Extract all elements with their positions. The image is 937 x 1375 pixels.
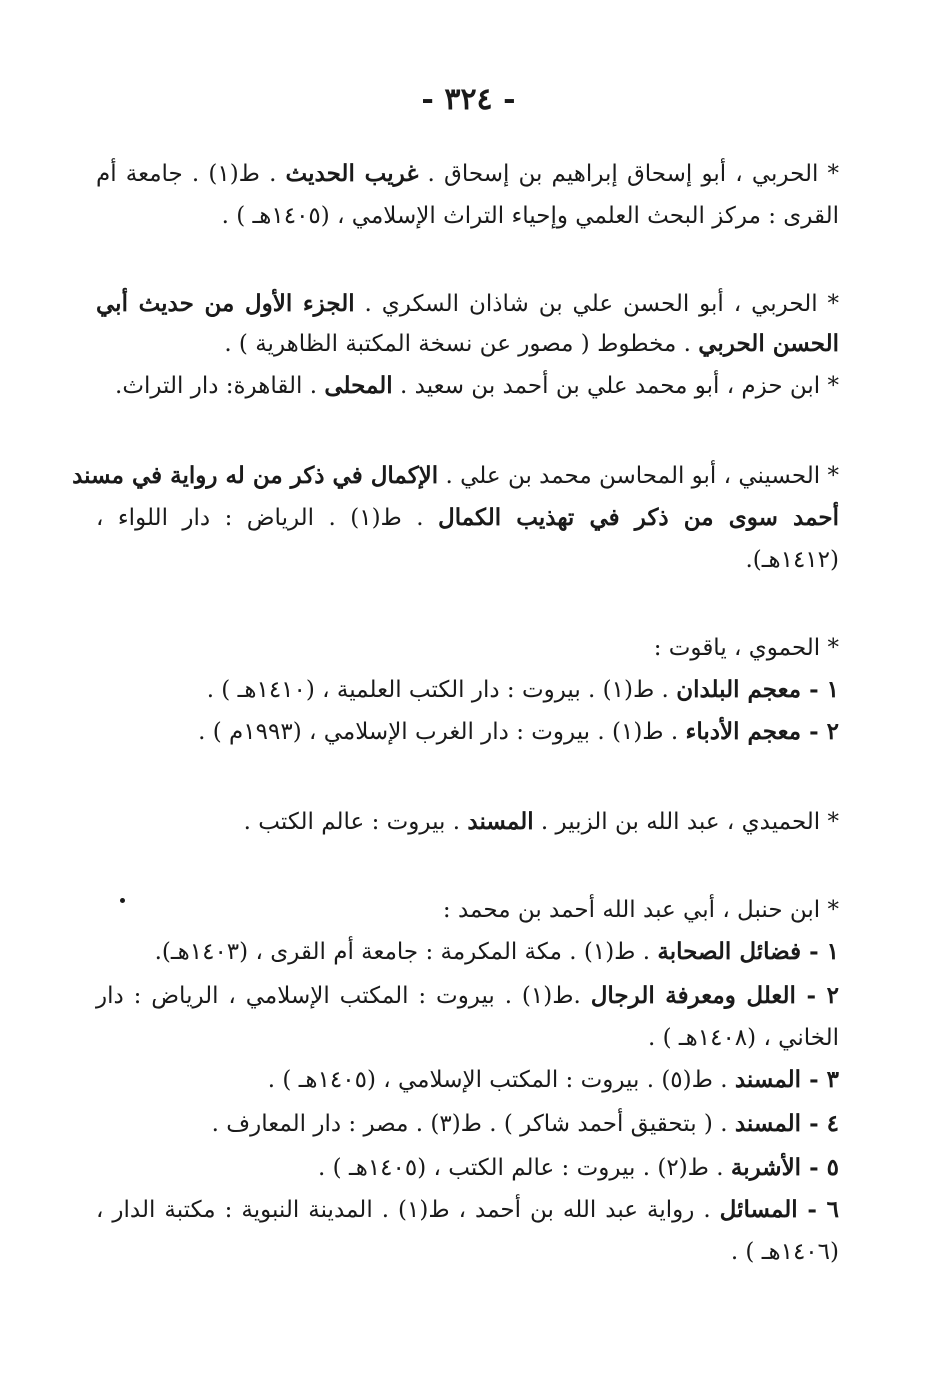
book-title: أحمد سوى من ذكر في تهذيب الكمال [438, 504, 839, 531]
entry-ibn-hazm: * ابن حزم ، أبو محمد علي بن أحمد بن سعيد . المحلى . القاهرة: دار التراث. [115, 372, 839, 399]
book-title: ٦ - المسائل [719, 1196, 839, 1223]
entry-ibn-hanbal-item-1: ١ - فضائل الصحابة . ط(١) . مكة المكرمة : جامعة أم القرى ، (١٤٠٣هـ). [154, 938, 839, 965]
entry-harbi-ishaq-line-2: القرى : مركز البحث العلمي وإحياء التراث الإسلامي ، (١٤٠٥هـ ) . [221, 203, 839, 229]
page-number: - ٣٢٤ - [421, 82, 516, 117]
book-title: ٣ - المسند [734, 1066, 839, 1093]
entry-humaidi: * الحميدي ، عبد الله بن الزبير . المسند . بيروت : عالم الكتب . [243, 808, 839, 835]
entry-ibn-hanbal-item-2-line-1: ٢ - العلل ومعرفة الرجال .ط(١) . بيروت : المكتب الإسلامي ، الرياض : دار [96, 982, 839, 1009]
book-title: غريب الحديث [285, 160, 419, 187]
book-title: الجزء الأول من حديث أبي [96, 290, 355, 317]
book-title: الحسن الحربي [698, 330, 839, 357]
entry-harbi-ishaq-line-1: * الحربي ، أبو إسحاق إبراهيم بن إسحاق . غريب الحديث . ط(١) . جامعة أم [96, 160, 839, 187]
entry-ibn-hanbal-head: * ابن حنبل ، أبي عبد الله أحمد بن محمد : [442, 897, 839, 923]
entry-harbi-hasan-line-1: * الحربي ، أبو الحسن علي بن شاذان السكري . الجزء الأول من حديث أبي [96, 290, 840, 317]
entry-ibn-hanbal-item-6-line-2: (١٤٠٦هـ ) . [730, 1239, 839, 1265]
book-title: ٢ - معجم الأدباء [685, 718, 839, 745]
book-title: ٥ - الأشربة [730, 1154, 839, 1181]
entry-husaini-line-1: * الحسيني ، أبو المحاسن محمد بن علي . الإكمال في ذكر من له رواية في مسند [72, 462, 839, 489]
entry-ibn-hanbal-item-4: ٤ - المسند . ( بتحقيق أحمد شاكر ) . ط(٣) . مصر : دار المعارف . [211, 1110, 839, 1137]
book-title: ١ - معجم البلدان [676, 676, 839, 703]
book-title: الإكمال في ذكر من له رواية في مسند [72, 462, 439, 489]
book-title: ٢ - العلل ومعرفة الرجال [590, 982, 839, 1009]
entry-ibn-hanbal-item-3: ٣ - المسند . ط(٥) . بيروت : المكتب الإسلامي ، (١٤٠٥هـ ) . [267, 1066, 839, 1093]
entry-ibn-hanbal-item-2-line-2: الخاني ، (١٤٠٨هـ ) . [647, 1025, 839, 1051]
stray-mark [120, 898, 125, 903]
entry-husaini-line-2: أحمد سوى من ذكر في تهذيب الكمال . ط(١) . الرياض : دار اللواء ، [96, 504, 839, 531]
book-title: ١ - فضائل الصحابة [657, 938, 839, 965]
book-title: المحلى [324, 372, 393, 399]
entry-husaini-line-3: (١٤١٢هـ). [745, 547, 839, 573]
book-title: ٤ - المسند [734, 1110, 839, 1137]
entry-hamawi-head: * الحموي ، ياقوت : [653, 635, 839, 661]
entry-ibn-hanbal-item-6-line-1: ٦ - المسائل . رواية عبد الله بن أحمد ، ط(١) . المدينة النبوية : مكتبة الدار ، [96, 1196, 839, 1223]
entry-hamawi-item-2: ٢ - معجم الأدباء . ط(١) . بيروت : دار الغرب الإسلامي ، (١٩٩٣م ) . [198, 718, 839, 745]
entry-ibn-hanbal-item-5: ٥ - الأشربة . ط(٢) . بيروت : عالم الكتب ، (١٤٠٥هـ ) . [318, 1154, 839, 1181]
entry-hamawi-item-1: ١ - معجم البلدان . ط(١) . بيروت : دار الكتب العلمية ، (١٤١٠هـ ) . [206, 676, 839, 703]
book-title: المسند [467, 808, 534, 835]
entry-harbi-hasan-line-2: الحسن الحربي . مخطوط ( مصور عن نسخة المكتبة الظاهرية ) . [224, 330, 839, 357]
